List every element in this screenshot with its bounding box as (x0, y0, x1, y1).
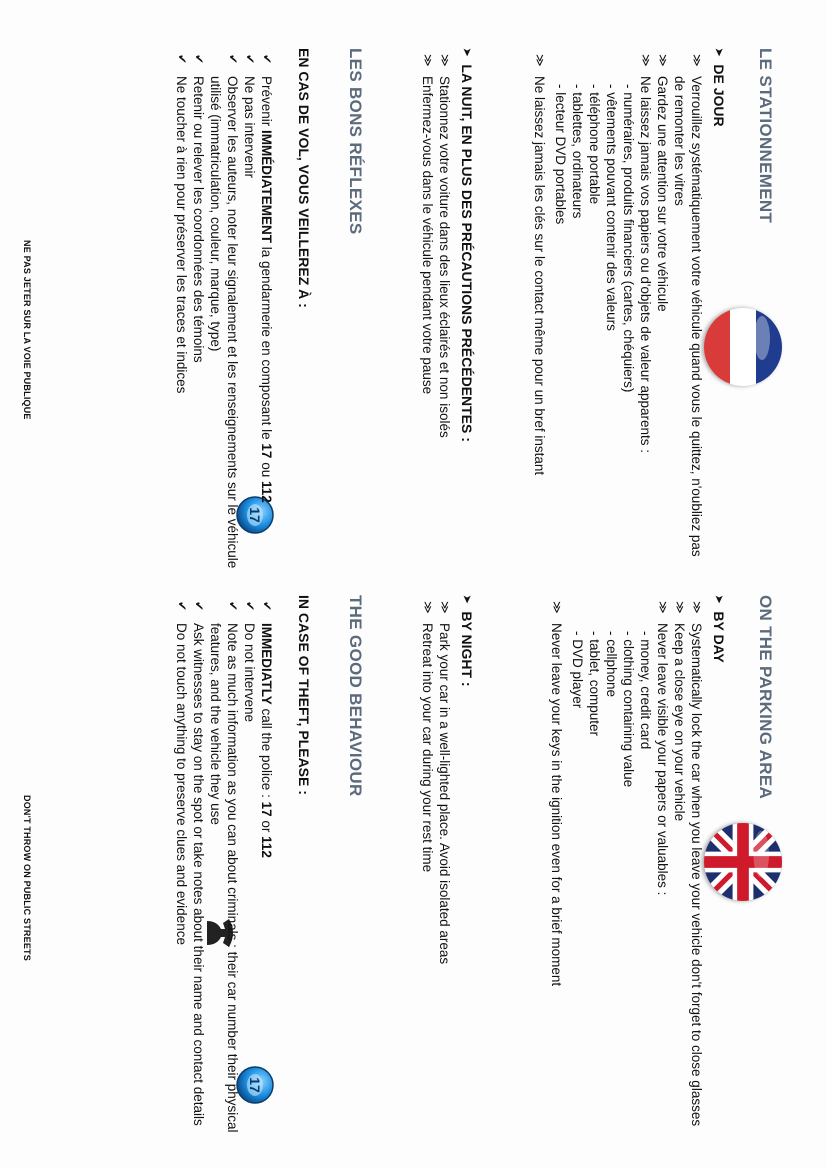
list-item: ≫ Never leave your keys in the ignition even for a brief moment (549, 601, 564, 987)
arrow-right-icon: ➤ (713, 48, 725, 57)
arrow-right-icon: ➤ (713, 595, 725, 604)
chevron-double-icon: ≫ (421, 601, 435, 614)
list-item: ≫ Stationnez votre voiture dans des lieux éclairés et non isolés (437, 54, 452, 438)
list-item: ≫ Ne laissez jamais les clés sur le contact même pour un bref instant (532, 54, 547, 476)
english-day-heading-label: BY DAY (711, 611, 727, 663)
english-theft-list (173, 601, 275, 1136)
french-theft-heading: EN CAS DE VOL, VOUS VEILLEREZ À : (296, 48, 312, 308)
list-item: ✔ IMMEDIATLY call the police : 17 or 112 (259, 601, 274, 858)
chevron-double-icon: ≫ (690, 54, 704, 67)
english-day-heading (711, 595, 727, 663)
french-flag-icon (704, 308, 782, 386)
check-icon: ✔ (243, 54, 257, 65)
check-icon: ✔ (175, 601, 189, 612)
list-item: ✔ Ne pas intervenir (242, 54, 257, 179)
english-night-list (419, 601, 453, 1136)
check-icon: ✔ (192, 601, 206, 612)
list-item: - numéraires, produits financiers (cartes, chéquiers) (621, 84, 636, 393)
list-item: - money, credit card (638, 631, 653, 750)
list-item: - DVD player (570, 631, 585, 709)
police-badge-number: 17 (247, 1077, 263, 1093)
check-icon: ✔ (192, 54, 206, 65)
french-night-heading-label: LA NUIT, EN PLUS DES PRÉCAUTIONS PRÉCÉDENTES : (459, 64, 475, 442)
list-item: - cellphone (604, 631, 619, 698)
check-icon: ✔ (226, 54, 240, 65)
english-day-list (548, 601, 705, 1136)
english-reflex-title: THE GOOD BEHAVIOUR (346, 595, 365, 797)
english-night-heading-label: BY NIGHT : (459, 611, 475, 687)
list-item: - vêtements pouvant contenir des valeurs (604, 84, 619, 331)
police-badge-number: 17 (247, 507, 263, 523)
arrow-right-icon: ➤ (461, 595, 473, 604)
french-night-list (419, 54, 453, 574)
english-night-heading (459, 595, 475, 687)
chevron-double-icon: ≫ (533, 54, 547, 67)
check-icon: ✔ (226, 601, 240, 612)
chevron-double-icon: ≫ (656, 54, 670, 67)
list-item: ≫ Enfermez-vous dans le véhicule pendant votre pause (420, 54, 435, 395)
list-item: ✔ Note as much information as you can about criminals : their car number their physical features, and the vehicle they use (208, 601, 240, 1133)
list-item: ✔ Ne toucher à rien pour préserver les traces et indices (174, 54, 189, 394)
french-day-list (531, 54, 705, 574)
check-icon: ✔ (243, 601, 257, 612)
list-item: - lecteur DVD portables (553, 84, 568, 225)
arrow-right-icon: ➤ (461, 48, 473, 57)
list-item: ≫ Systematically lock the car when you leave your vehicle don't forget to close glasses (689, 601, 704, 1127)
list-item: ≫ Gardez une attention sur votre véhicule (655, 54, 670, 312)
chevron-double-icon: ≫ (656, 601, 670, 614)
list-item: ✔ Prévenir IMMÉDIATEMENT la gendarmerie en composant le 17 ou 112 (259, 54, 274, 503)
list-item: - tablet, computer (587, 631, 602, 737)
french-column (0, 40, 827, 580)
chevron-double-icon: ≫ (639, 54, 653, 67)
check-icon: ✔ (260, 54, 274, 65)
list-item: - clothing containing value (621, 631, 636, 788)
english-column (0, 595, 827, 1140)
french-title: LE STATIONNEMENT (756, 48, 775, 224)
list-item: ≫ Retreat into your car during your rest time (420, 601, 435, 873)
chevron-double-icon: ≫ (690, 601, 704, 614)
uk-flag-icon (704, 823, 782, 901)
french-night-heading (459, 48, 475, 442)
check-icon: ✔ (260, 601, 274, 612)
list-item: ≫ Never leave visible your papers or valuables : - money, credit card - clothing containing value - cellphone - tablet, computer - DVD player (569, 601, 671, 1136)
english-title: ON THE PARKING AREA (756, 595, 775, 800)
list-item: ✔ Do not intervene (242, 601, 257, 723)
list-item: ✔ Retenir ou relever les coordonnées des témoins (191, 54, 206, 363)
list-item: ✔ Observer les auteurs, noter leur signalement et les renseignements sur le véhicule utilisé (immatriculation, couleur, marque, type) (208, 54, 240, 569)
list-item: ✔ Do not touch anything to preserve clues and evidence (174, 601, 189, 945)
english-footer: DON'T THROW ON PUBLIC STREETS (22, 795, 32, 961)
french-day-heading-label: DE JOUR (711, 64, 727, 127)
check-icon: ✔ (175, 54, 189, 65)
french-theft-list (173, 54, 275, 574)
chevron-double-icon: ≫ (438, 54, 452, 67)
chevron-double-icon: ≫ (550, 601, 564, 614)
english-theft-heading: IN CASE OF THEFT, PLEASE : (296, 595, 312, 795)
french-day-heading (711, 48, 727, 127)
list-item: ≫ Keep a close eye on your vehicle (672, 601, 687, 822)
chevron-double-icon: ≫ (421, 54, 435, 67)
list-item: ✔ Ask witnesses to stay on the spot or take notes about their name and contact details (191, 601, 206, 1126)
chevron-double-icon: ≫ (438, 601, 452, 614)
list-item: ≫ Park your car in a well-lighted place. Avoid isolated areas (437, 601, 452, 965)
chevron-double-icon: ≫ (673, 601, 687, 614)
list-item: - téléphone portable (587, 84, 602, 205)
french-footer: NE PAS JETER SUR LA VOIE PUBLIQUE (22, 240, 32, 420)
list-item: ≫ Verrouillez systématiquement votre véhicule quand vous le quittez, n'oubliez pas de remonter les vitres (672, 54, 704, 557)
list-item: ≫ Ne laissez jamais vos papiers ou d'objets de valeur apparents : - numéraires, produits financiers (cartes, chéquiers) - vêtements pouvant contenir des valeurs - téléphone portable - tablettes, ordinateurs - lecteur DVD portables (552, 54, 654, 574)
english-valuables-list (569, 623, 654, 1136)
list-item: - tablettes, ordinateurs (570, 84, 585, 219)
french-valuables-list (552, 76, 637, 574)
french-reflex-title: LES BONS RÉFLEXES (346, 48, 365, 235)
